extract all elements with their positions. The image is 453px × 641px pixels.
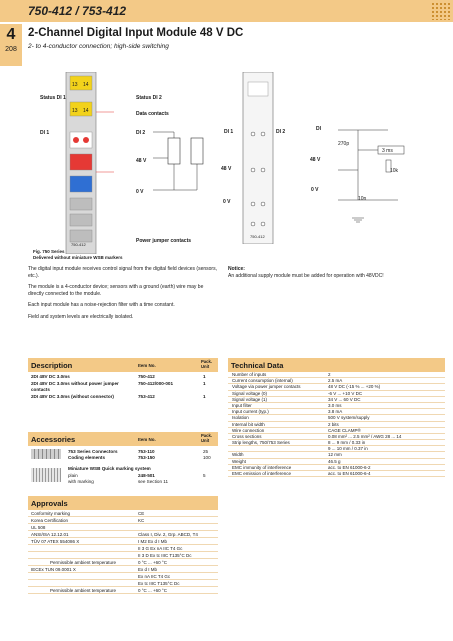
input-circuit <box>318 120 418 230</box>
chapter-number: 4 <box>6 26 16 43</box>
tech-value: 48 V DC (-15 % ... +20 %) <box>328 384 381 390</box>
page-subtitle: 2- to 4-conductor connection; high-side switching <box>28 43 169 50</box>
approval-row <box>28 517 218 524</box>
circ-di-label: DI <box>316 126 321 132</box>
power-jumper-label: Power jumper contacts <box>136 238 192 244</box>
tech-key: Signal voltage (1) <box>232 396 268 402</box>
tech-key: Input current (typ.) <box>232 409 269 415</box>
notice-text: An additional supply module must be added for operation with 48VDC! <box>228 272 384 279</box>
approval-key: Conformity marking <box>31 511 71 516</box>
group-title: Miniature WSB Quick marking system <box>68 466 151 471</box>
figure-caption <box>33 249 123 261</box>
row-pack: 25 <box>203 449 209 454</box>
approval-key: ANSI/ISA 12.12.01 <box>31 532 69 537</box>
row-pack: 1 <box>203 381 206 386</box>
tech-value: CAGE CLAMP® <box>328 427 361 433</box>
module-illustration <box>58 72 118 254</box>
schem-0v-label: 0 V <box>223 199 231 205</box>
paragraph: The module is a 4-conductor device; sensors with a ground (earth) wire may be directly connected to the module. <box>28 284 204 297</box>
terminal-label: 14 <box>83 82 89 88</box>
row-pack: 5 <box>203 473 206 478</box>
approval-key: UL 508 <box>31 525 46 530</box>
product-code: 750-412 / 753-412 <box>28 4 127 18</box>
row-item: 750-412/000-001 <box>138 381 173 386</box>
schem-di2-label: DI 2 <box>276 129 286 135</box>
tech-value: 500 V system/supply <box>328 415 370 421</box>
row-item: 753-150 <box>138 455 155 460</box>
technical-data-table <box>228 358 445 510</box>
row-desc: 2DI 48V DC 3.0ms <box>31 374 70 379</box>
tech-key: Isolation <box>232 415 249 421</box>
row-desc: with marking <box>68 479 94 484</box>
approval-row <box>28 545 218 552</box>
approval-value: Class I, Div. 2, Grp. ABCD, T4 <box>138 532 198 537</box>
accessories-header: Accessories <box>31 435 76 444</box>
approval-row <box>28 531 218 538</box>
notice-box <box>228 266 443 279</box>
approval-value: I M2 Ex d I Mb <box>138 539 168 544</box>
approval-value: Ex d I Mb <box>138 567 158 572</box>
item-header: Item No. <box>138 437 156 442</box>
table-row <box>28 479 218 485</box>
status-di1-label: Status DI 1 <box>40 95 66 101</box>
tech-value: 3.8 mA <box>328 409 343 415</box>
terminal-label: 13 <box>72 108 78 114</box>
paragraph: Each input module has a noise-rejection filter with a time constant. <box>28 302 175 308</box>
approval-key: Korea Certification <box>31 518 69 523</box>
tech-value: acc. to EN 61000-6-4 <box>328 471 371 476</box>
description-text <box>28 266 218 325</box>
tech-value: acc. to EN 61000-6-2 <box>328 464 371 470</box>
schem-di1-label: DI 1 <box>224 129 234 135</box>
approvals-table <box>28 496 218 606</box>
approval-row <box>28 524 218 531</box>
row-item: 753-412 <box>138 394 155 399</box>
approval-row <box>28 566 218 573</box>
terminal-label: 14 <box>83 108 89 114</box>
tech-key: Wire connection <box>232 427 265 433</box>
approval-key: Permissible ambient temperature <box>50 560 117 565</box>
row-item: see Section 11 <box>138 479 169 484</box>
approval-row <box>28 559 218 566</box>
circ-3ms-label: 3 ms <box>382 148 393 154</box>
tech-value: 46.5 g <box>328 458 341 464</box>
module-number-label: 750-412 <box>71 242 86 247</box>
di2-label: DI 2 <box>136 130 146 136</box>
v0-label: 0 V <box>136 189 144 195</box>
table-header <box>28 432 218 446</box>
tech-key: Signal voltage (0) <box>232 390 268 396</box>
tech-value: 12 mm <box>328 452 342 458</box>
row-desc: plain <box>68 473 78 478</box>
approval-row <box>28 573 218 580</box>
table-header <box>28 496 218 510</box>
tech-value: 9 ... 10 mm / 0.37 in <box>328 446 368 452</box>
header-bar <box>0 0 453 22</box>
tech-key: EMC immunity of interference <box>232 464 292 470</box>
row-item: 750-412 <box>138 374 155 379</box>
notice-heading: Notice: <box>228 266 245 272</box>
approval-value: II 3 G Ex nA IIC T4 Gc <box>138 546 183 551</box>
chapter-tab <box>0 24 22 66</box>
row-desc: 2DI 48V DC 3.0ms (without connector) <box>31 394 114 399</box>
wiring-diagram <box>28 62 448 257</box>
approval-key: TÜV 07 ATEX 554086 X <box>31 539 80 544</box>
approvals-rows <box>28 510 218 594</box>
circ-48v-label: 48 V <box>310 157 321 163</box>
description-table <box>28 358 218 428</box>
approval-value: KC <box>138 518 145 523</box>
approval-value: 0 °C ... +60 °C <box>138 588 167 593</box>
table-header <box>28 358 218 372</box>
approval-row <box>28 587 218 594</box>
row-desc: 2DI 48V DC 3.0ms without power jumper contacts <box>31 381 119 392</box>
circ-10n-label: 10n <box>358 196 367 202</box>
schematic-block <box>228 72 288 244</box>
approval-value: Ex nA IIC T4 Gc <box>138 574 171 579</box>
pack-header: Pack. Unit <box>201 433 212 443</box>
circ-10k-label: 10k <box>390 168 399 174</box>
approval-value: II 3 D Ex tc IIIC T135°C Dc <box>138 553 192 558</box>
tech-key: Weight <box>232 458 246 464</box>
tech-value: 0.08 mm² ... 2.5 mm² / AWG 28 ... 14 <box>328 433 402 439</box>
desc-header: Description <box>31 361 73 370</box>
figure-caption-line1: Fig. 750 Series <box>33 249 65 254</box>
di1-label: DI 1 <box>40 130 50 136</box>
tech-value: 3.0 ms <box>328 402 342 408</box>
approval-row <box>28 510 218 517</box>
approval-row <box>28 538 218 545</box>
tech-key: Current consumption (internal) <box>232 378 293 384</box>
tech-key: Strip lengths, 750/753 Series <box>232 440 290 446</box>
approvals-header: Approvals <box>31 499 68 508</box>
decorative-dots <box>431 2 451 20</box>
table-row <box>28 374 218 381</box>
approval-row <box>28 580 218 587</box>
schem-number-label: 750-412 <box>250 234 265 239</box>
row-item: 753-110 <box>138 449 155 454</box>
circ-0v-label: 0 V <box>311 187 319 193</box>
table-header <box>228 358 445 372</box>
tech-value: 2 bits <box>328 421 339 427</box>
figure-caption-line2: Delivered without miniature WSB markers <box>33 255 123 260</box>
approval-value: CE <box>138 511 145 516</box>
paragraph: The digital input module receives control signal from the digital field devices (sensors, etc.). <box>28 266 217 279</box>
tech-row <box>228 471 445 477</box>
accessories-table <box>28 432 218 494</box>
status-di2-label: Status DI 2 <box>136 95 162 101</box>
approval-key: IECEx TUN 09.0001 X <box>31 567 76 572</box>
v48-label: 48 V <box>136 158 147 164</box>
tech-key: Cross sections <box>232 433 262 439</box>
tech-value: 2.5 mA <box>328 378 343 384</box>
data-contacts-label: Data contacts <box>136 111 169 117</box>
row-pack: 100 <box>203 455 211 460</box>
tech-value: 8 ... 9 mm / 0.33 in <box>328 440 366 446</box>
row-item: 248-501 <box>138 473 155 478</box>
circ-270p-label: 270p <box>338 141 350 147</box>
approval-value: 0 °C ... +60 °C <box>138 560 167 565</box>
paragraph: Field and system levels are electrically isolated. <box>28 313 134 320</box>
tech-value: -6 V ... +10 V DC <box>328 390 363 396</box>
table-row <box>28 394 218 401</box>
tech-key: Width <box>232 452 244 458</box>
row-pack: 1 <box>203 374 206 379</box>
tech-value: 2 <box>328 372 331 377</box>
tech-value: 34 V ... 60 V DC <box>328 396 361 402</box>
tech-header: Technical Data <box>231 361 284 370</box>
approval-row <box>28 552 218 559</box>
table-row <box>28 381 218 394</box>
terminal-label: 13 <box>72 82 78 88</box>
sensor-wiring <box>153 128 223 208</box>
pack-header: Pack. Unit <box>201 359 212 369</box>
tech-key: Input filter <box>232 402 252 408</box>
item-header: Item No. <box>138 363 156 368</box>
tech-key: EMC emission of interference <box>232 471 292 476</box>
table-row <box>28 455 218 461</box>
row-pack: 1 <box>203 394 206 399</box>
row-desc: Coding elements <box>68 455 106 460</box>
page-title: 2-Channel Digital Input Module 48 V DC <box>28 27 244 39</box>
schem-48v-label: 48 V <box>221 166 232 172</box>
approval-value: Ex tc IIIC T135°C Dc <box>138 581 180 586</box>
row-desc: 753 Series Connectors <box>68 449 118 454</box>
page-number: 208 <box>5 46 17 53</box>
tech-key: Number of inputs <box>232 372 267 377</box>
tech-key: Internal bit width <box>232 421 265 427</box>
tech-key: Voltage via power jumper contacts <box>232 384 301 390</box>
tech-rows <box>228 372 445 477</box>
approval-key: Permissible ambient temperature <box>50 588 117 593</box>
